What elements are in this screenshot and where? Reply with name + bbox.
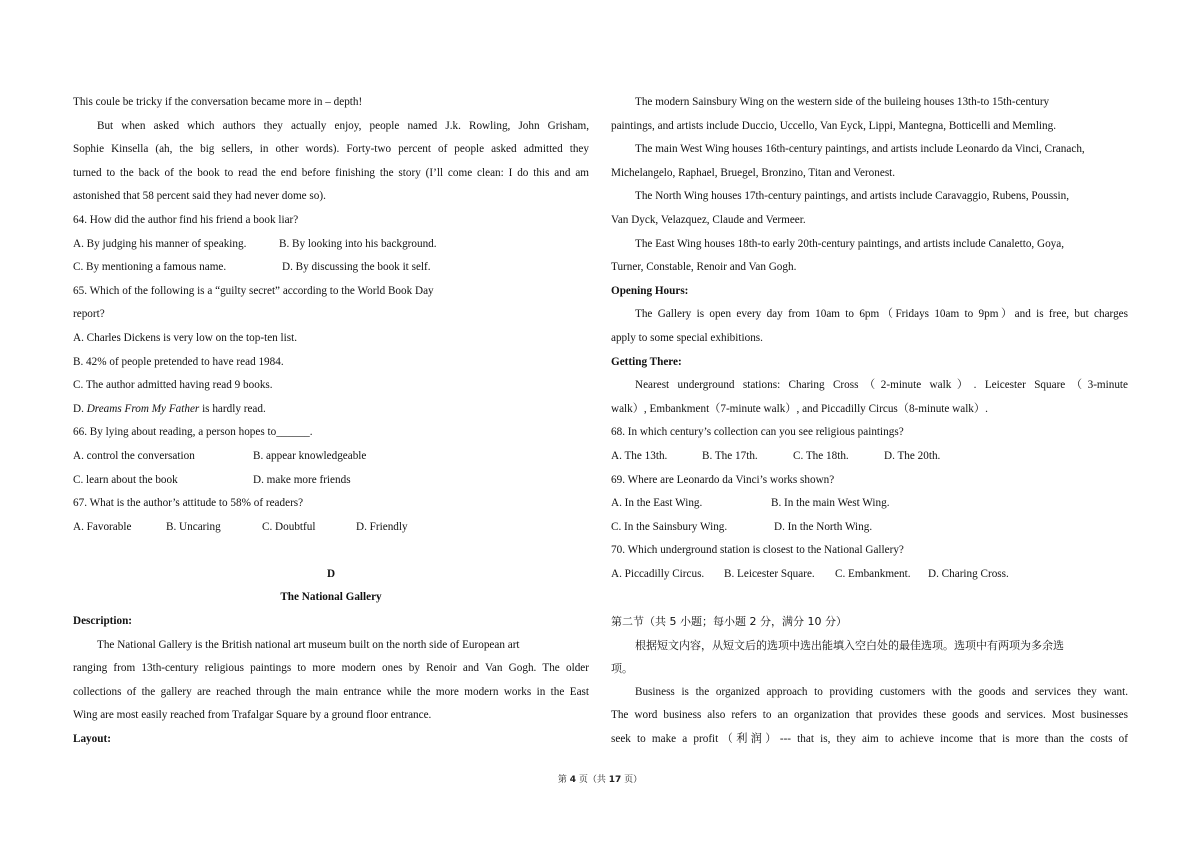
passage-line: walk）, Embankment（7-minute walk）, and Piccadilly Circus（8-minute walk）. [611,402,988,415]
section-title: The National Gallery [280,591,382,604]
option-c: C. Doubtful [262,520,316,533]
question-65: 65. Which of the following is a “guilty secret” according to the World Book Day [73,284,434,297]
total-page-count: 17 [608,775,622,785]
passage-line: paintings, and artists include Duccio, Uccello, Van Eyck, Lippi, Mantegna, Botticelli and Memling. [611,119,1057,132]
passage-line: The main West Wing houses 16th-century paintings, and artists include Leonardo da Vinci, Cranach, [635,143,1085,156]
passage-line: Sophie Kinsella (ah, the big sellers, in other words). Forty-two percent of people asked admitted they [73,143,589,156]
passage-line: Business is the organized approach to providing customers with the goods and services they want. [635,685,1128,698]
question-66-options-row2 [73,469,589,493]
question-69-options-row1 [611,492,1128,516]
passage-line: seek to make a profit（利润）--- that is, they aim to achieve income that is more than the costs of [611,733,1128,746]
option-c: C. The 18th. [793,449,849,462]
passage-line: collections of the gallery are reached through the main entrance while the more modern works in the East [73,685,589,698]
passage-line: turned to the back of the book to read the end before finishing the story (I’ll come clean: I do this and am [73,166,589,179]
question-65-cont: report? [73,308,105,321]
option-b: B. appear knowledgeable [253,449,367,462]
passage-line: apply to some special exhibitions. [611,331,763,344]
option-a: A. Favorable [73,520,132,533]
option-a: A. By judging his manner of speaking. [73,237,247,250]
option-b: B. Leicester Square. [724,567,815,580]
option-c: C. In the Sainsbury Wing. [611,520,728,533]
option-b: B. 42% of people pretended to have read 1984. [73,355,284,368]
passage-line: The modern Sainsbury Wing on the western side of the buileing houses 13th-to 15th-century [635,96,1050,108]
question-67-options [73,516,589,540]
question-64-options-row1 [73,233,589,257]
question-64: 64. How did the author find his friend a book liar? [73,213,299,226]
option-d-prefix: D. [73,402,87,415]
question-68: 68. In which century’s collection can you see religious paintings? [611,426,904,439]
passage-line: But when asked which authors they actually enjoy, people named J.k. Rowling, John Grisham, [97,119,589,132]
option-b: B. Uncaring [166,520,221,533]
passage-line: Wing are most easily reached from Trafalgar Square by a ground floor entrance. [73,709,432,722]
question-69: 69. Where are Leonardo da Vinci’s works shown? [611,473,835,486]
layout-heading: Layout: [73,733,111,746]
spacer [611,586,1128,610]
option-c: C. By mentioning a famous name. [73,261,227,274]
option-d: D. The 20th. [884,449,941,462]
question-68-options [611,445,1128,469]
footer-suffix: 页） [621,775,643,785]
left-column [73,91,589,752]
section-two-heading: 第二节（共 5 小题；每小题 2 分，满分 10 分） [611,615,847,629]
option-a: A. In the East Wing. [611,497,703,510]
passage-line: This coule be tricky if the conversation became more in – depth! [73,96,363,108]
question-64-options-row2 [73,256,589,280]
getting-there-heading: Getting There: [611,355,682,368]
passage-line: astonished that 58 percent said they had never dome so). [73,190,326,203]
passage-line: Nearest underground stations: Charing Cross（2-minute walk）. Leicester Square（3-minute [635,379,1128,392]
instruction-line: 项。 [611,662,633,676]
option-a: A. Charles Dickens is very low on the top-ten list. [73,331,298,344]
section-letter: D [326,567,336,580]
passage-line: The Gallery is open every day from 10am to 6pm（Fridays 10am to 9pm）and is free, but charges [635,308,1128,321]
book-title: Dreams From My Father [86,402,200,415]
passage-line: Michelangelo, Raphael, Bruegel, Bronzino, Titan and Veronest. [611,166,896,179]
option-d: D. In the North Wing. [774,520,873,533]
right-column [611,91,1128,752]
page-footer [0,772,1200,785]
option-d: D. Friendly [356,520,408,533]
option-c: C. learn about the book [73,473,178,486]
question-70: 70. Which underground station is closest to the National Gallery? [611,544,904,557]
option-b: B. By looking into his background. [279,237,437,250]
option-d [73,398,589,422]
passage-line: The East Wing houses 18th-to early 20th-century paintings, and artists include Canaletto, Goya, [635,237,1065,250]
question-67: 67. What is the author’s attitude to 58% of readers? [73,497,304,510]
passage-line: The word business also refers to an organization that provides these goods and services. Most businesses [611,709,1128,722]
option-c: C. Embankment. [835,567,911,580]
option-d: D. By discussing the book it self. [282,261,431,274]
option-d-suffix: is hardly read. [199,402,266,415]
instruction-line: 根据短文内容，从短文后的选项中选出能填入空白处的最佳选项。选项中有两项为多余选 [635,638,1064,652]
passage-line: ranging from 13th-century religious paintings to more modern ones by Renoir and Van Gogh. The older [73,662,589,675]
option-a: A. Piccadilly Circus. [611,567,705,580]
footer-prefix: 第 [557,775,570,785]
question-70-options [611,563,1128,587]
question-66: 66. By lying about reading, a person hopes to______. [73,426,313,439]
question-66-options-row1 [73,445,589,469]
passage-line: The National Gallery is the British national art museum built on the north side of European art [97,638,520,651]
option-b: B. In the main West Wing. [771,497,890,510]
opening-hours-heading: Opening Hours: [611,284,689,297]
description-heading: Description: [73,615,133,628]
question-69-options-row2 [611,516,1128,540]
option-c: C. The author admitted having read 9 books. [73,379,273,392]
passage-line: Turner, Constable, Renoir and Van Gogh. [611,261,797,274]
spacer [73,539,589,563]
current-page-number: 4 [569,775,576,785]
option-b: B. The 17th. [702,449,758,462]
option-a: A. The 13th. [611,449,668,462]
footer-middle: 页（共 [576,775,609,785]
passage-line: The North Wing houses 17th-century paintings, and artists include Caravaggio, Rubens, Poussin, [635,190,1070,203]
option-d: D. Charing Cross. [928,567,1009,580]
option-a: A. control the conversation [73,449,195,462]
option-d: D. make more friends [253,473,351,486]
passage-line: Van Dyck, Velazquez, Claude and Vermeer. [611,213,806,226]
